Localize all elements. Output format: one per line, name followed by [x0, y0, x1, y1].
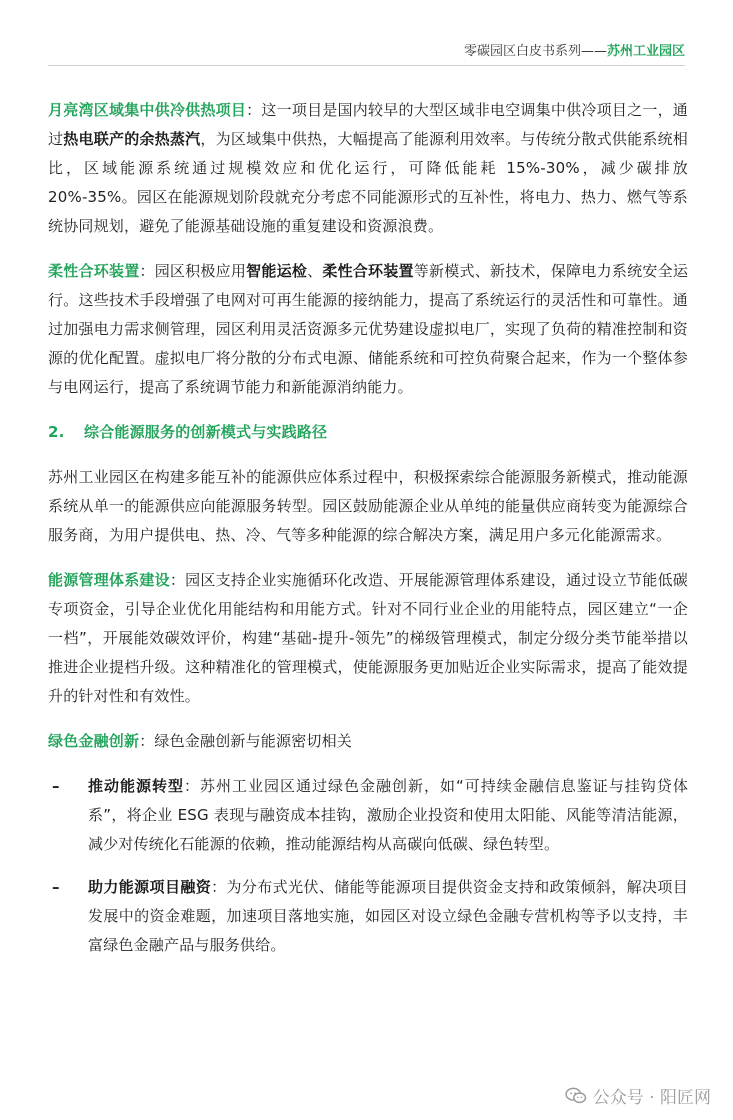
- section-number: 2.: [48, 423, 65, 441]
- paragraph-text: ，为区域集中供热，大幅提高了能源利用效率。与传统分散式供能系统相比，区域能源系统通过规模效应和优化运行，可降低能耗 15%-30%，减少碳排放 20%-35%。园区在能源规划阶段就充分考虑不同能源形式的互补性，将电力、热力、燃气等系统协同规划，避免了能源基础设施的重复建设和资源浪费。: [48, 130, 689, 235]
- bullet-dash: –: [52, 878, 60, 896]
- paragraph-moon-bay: [48, 96, 688, 241]
- paragraph-energy-management: [48, 566, 688, 711]
- emphasis-text: 智能运检: [246, 262, 308, 280]
- wechat-icon: [565, 1087, 587, 1105]
- paragraph-title: 绿色金融创新: [48, 732, 140, 750]
- header-brand: 苏州工业园区: [606, 44, 685, 59]
- page-header: [48, 40, 685, 66]
- paragraph-text: 、: [307, 262, 323, 280]
- paragraph-text: 等新模式、新技术，保障电力系统安全运行。这些技术手段增强了电网对可再生能源的接纳能力，提高了系统运行的灵活性和可靠性。通过加强电力需求侧管理，园区利用灵活资源多元优势建设虚拟电厂，实现了负荷的精准控制和资源的优化配置。虚拟电厂将分散的分布式电源、储能系统和可控负荷聚合起来，作为一个整体参与电网运行，提高了系统调节能力和新能源消纳能力。: [48, 262, 689, 396]
- paragraph-text: 园区支持企业实施循环化改造、开展能源管理体系建设，通过设立节能低碳专项资金，引导企业优化用能结构和用能方式。针对不同行业企业的用能特点，园区建立“一企一档”，开展能效碳效评价，构建“基础-提升-领先”的梯级管理模式，制定分级分类节能举措以推进企业提档升级。这种精准化的管理模式，使能源服务更加贴近企业实际需求，提高了能效提升的针对性和有效性。: [48, 571, 689, 705]
- watermark-text: 公众号 · 阳匠网: [592, 1088, 711, 1108]
- bullet-body: 苏州工业园区通过绿色金融创新，如“可持续金融信息鉴证与挂钩贷体系”，将企业 ESG 表现与融资成本挂钩，激励企业投资和使用太阳能、风能等清洁能源，减少对传统化石能源的依赖，推动能源结构从高碳向低碳、绿色转型。: [88, 777, 689, 853]
- separator: ：: [246, 101, 262, 119]
- bullet-text: [88, 772, 688, 859]
- separator: ：: [169, 571, 186, 589]
- document-body: [48, 96, 688, 974]
- paragraph-integrated-services: 苏州工业园区在构建多能互补的能源供应体系过程中，积极探索综合能源服务新模式，推动能源系统从单一的能源供应向能源服务转型。园区鼓励能源企业从单纯的能量供应商转变为能源综合服务商，为用户提供电、热、冷、气等多种能源的综合解决方案，满足用户多元化能源需求。: [48, 468, 688, 544]
- paragraph-title: 柔性合环装置: [48, 262, 140, 280]
- emphasis-text: 热电联产的余热蒸汽: [63, 130, 201, 148]
- paragraph-title: 月亮湾区域集中供冷供热项目: [48, 101, 247, 119]
- separator: ：: [139, 262, 155, 280]
- paragraph-green-finance: [48, 727, 688, 756]
- separator: ：: [211, 878, 227, 896]
- paragraph-title: 能源管理体系建设: [48, 571, 170, 589]
- header-series: 零碳园区白皮书系列——: [463, 44, 607, 59]
- bullet-body: 为分布式光伏、储能等能源项目提供资金支持和政策倾斜，解决项目发展中的资金难题，加速项目落地实施，如园区对设立绿色金融专营机构等予以支持，丰富绿色金融产品与服务供给。: [88, 878, 688, 954]
- bullet-title: 推动能源转型: [88, 777, 185, 795]
- list-item: [48, 772, 688, 859]
- watermark: [565, 1083, 711, 1108]
- section-title: 综合能源服务的创新模式与实践路径: [84, 423, 328, 441]
- paragraph-text: 这一项目是国内较早的大型区域非电空调集中供冷项目之一，通过: [48, 101, 689, 148]
- paragraph-flexible-loop: [48, 257, 688, 402]
- bullet-text: [88, 873, 688, 960]
- separator: ：: [184, 777, 201, 795]
- paragraph-text: 绿色金融创新与能源密切相关: [154, 732, 353, 750]
- emphasis-text: 柔性合环装置: [322, 262, 414, 280]
- paragraph-text: 园区积极应用: [154, 262, 247, 280]
- bullet-title: 助力能源项目融资: [88, 878, 212, 896]
- separator: ：: [139, 732, 155, 750]
- bullet-dash: –: [52, 777, 60, 795]
- section-heading: [48, 418, 688, 447]
- list-item: [48, 873, 688, 960]
